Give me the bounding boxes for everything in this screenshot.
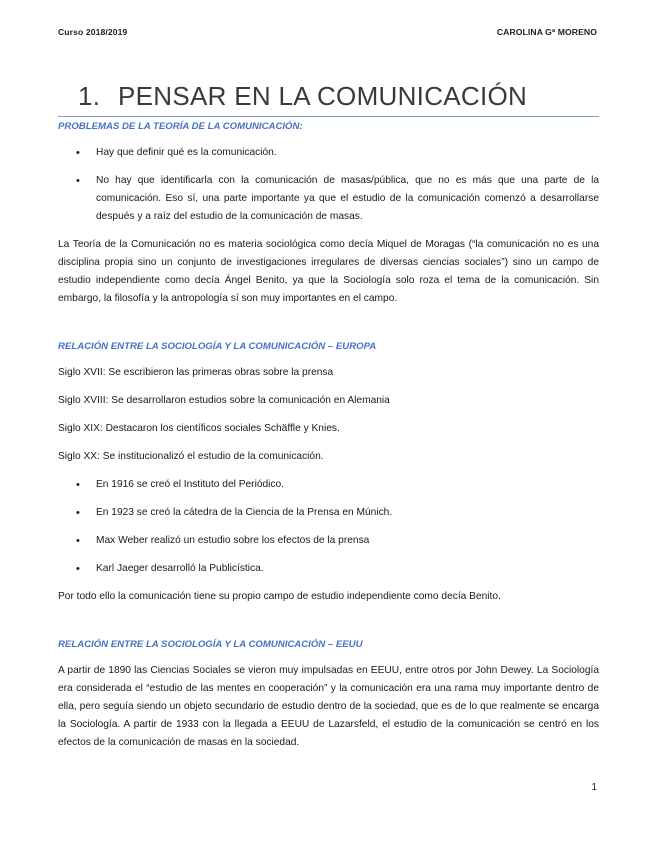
page-number: 1 xyxy=(591,782,597,793)
bullet-list-problemas xyxy=(58,144,599,226)
title-number: 1. xyxy=(78,81,101,112)
bullet-icon: • xyxy=(76,507,80,519)
bullet-list-europa xyxy=(58,476,599,578)
paragraph-closing: Por todo ello la comunicación tiene su propio campo de estudio independiente como decía Benito. xyxy=(58,591,501,602)
text-line: Siglo XX: Se institucionalizó el estudio de la comunicación. xyxy=(58,451,324,462)
header-course: Curso 2018/2019 xyxy=(58,27,128,37)
bullet-icon: • xyxy=(76,563,80,575)
text-line: Siglo XIX: Destacaron los científicos sociales Schäffle y Knies. xyxy=(58,423,340,434)
bullet-icon: • xyxy=(76,147,80,159)
title-text: PENSAR EN LA COMUNICACIÓN xyxy=(118,81,528,112)
paragraph-teoria: La Teoría de la Comunicación no es materia sociológica como decía Miquel de Moragas (“la comunicación no es una disciplina propia sino un conjunto de investigaciones irregulares de diversas ciencias sociales”) sino un campo de estudio independiente como decía Ángel Benito, ya que la Sociología solo roza el tema de la comunicación. Sin embargo, la filosofía y la antropología sí son muy importantes en el campo. xyxy=(58,239,599,304)
bullet-icon: • xyxy=(76,175,80,187)
section-heading-problemas: PROBLEMAS DE LA TEORÍA DE LA COMUNICACIÓN: xyxy=(58,121,303,132)
bullet-icon: • xyxy=(76,479,80,491)
page-title xyxy=(58,79,599,117)
text-line: Siglo XVIII: Se desarrollaron estudios sobre la comunicación en Alemania xyxy=(58,395,390,406)
section-heading-eeuu: RELACIÓN ENTRE LA SOCIOLOGÍA Y LA COMUNICACIÓN – EEUU xyxy=(58,639,363,650)
bullet-icon: • xyxy=(76,535,80,547)
list-item: • Hay que definir qué es la comunicación. xyxy=(58,144,599,162)
text-line: Siglo XVII: Se escribieron las primeras obras sobre la prensa xyxy=(58,367,334,378)
list-item: • En 1916 se creó el Instituto del Periódico. xyxy=(58,476,599,494)
list-item: • Karl Jaeger desarrolló la Publicística. xyxy=(58,560,599,578)
list-item: • Max Weber realizó un estudio sobre los efectos de la prensa xyxy=(58,532,599,550)
list-item: • No hay que identificarla con la comunicación de masas/pública, que no es más que una parte de la comunicación. Eso sí, una parte importante ya que el estudio de la comunicación comenzó a desarrollarse después y a raíz del estudio de la comunicación de masas. xyxy=(58,172,599,226)
paragraph-eeuu: A partir de 1890 las Ciencias Sociales se vieron muy impulsadas en EEUU, entre otros por John Dewey. La Sociología era considerada el “estudio de las mentes en cooperación” y la comunicación era una rama muy importante dentro de ella, pero seguía siendo un objeto secundario de estudio dentro de la sociedad, que es de lo que realmente se encarga la Sociología. A partir de 1933 con la llegada a EEUU de Lazarsfeld, el estudio de la comunicación se centró en los efectos de la comunicación de masas en la sociedad. xyxy=(58,665,599,748)
header-author: CAROLINA Gª MORENO xyxy=(496,27,597,37)
list-item: • En 1923 se creó la cátedra de la Ciencia de la Prensa en Múnich. xyxy=(58,504,599,522)
section-heading-europa: RELACIÓN ENTRE LA SOCIOLOGÍA Y LA COMUNICACIÓN – EUROPA xyxy=(58,341,377,352)
document-body xyxy=(58,118,599,762)
